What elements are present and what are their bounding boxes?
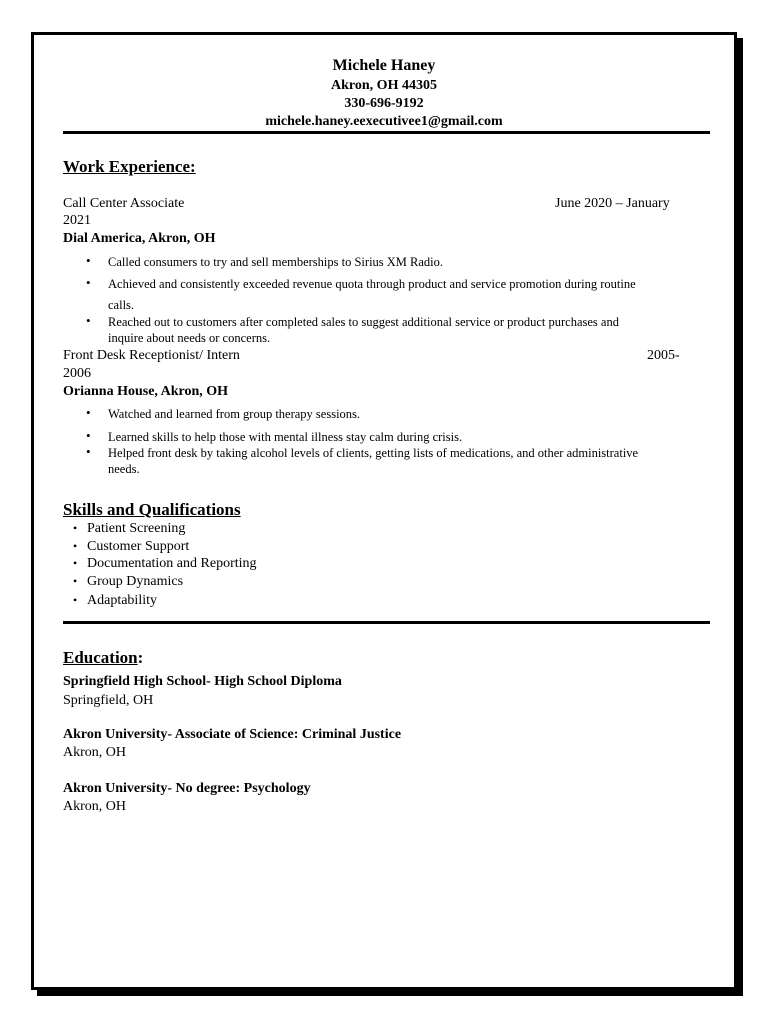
job-company: Orianna House, Akron, OH [63, 384, 229, 399]
education-school: Akron University- Associate of Science: Criminal Justice [63, 727, 402, 742]
bullet-icon: • [86, 313, 91, 328]
job-dates: June 2020 – January [555, 196, 670, 211]
skill-item: Patient Screening [87, 521, 186, 536]
job-company: Dial America, Akron, OH [63, 231, 216, 246]
skill-item: Documentation and Reporting [87, 556, 257, 571]
bullet-icon: • [86, 428, 91, 443]
bullet-icon: • [86, 444, 91, 459]
job-bullet-continued: inquire about needs or concerns. [108, 331, 271, 345]
skill-item: Adaptability [87, 593, 157, 608]
job-bullet: Learned skills to help those with mental illness stay calm during crisis. [108, 430, 463, 444]
bullet-icon: • [86, 253, 91, 268]
header-divider [63, 131, 710, 134]
bullet-icon: • [73, 539, 78, 553]
bullet-icon: • [86, 275, 91, 290]
education-heading-line [63, 648, 143, 668]
education-heading: Education [63, 648, 138, 667]
skill-item: Group Dynamics [87, 574, 184, 589]
job-dates-continued: 2006 [63, 366, 91, 381]
education-heading-colon: : [137, 648, 144, 667]
job-bullet: Called consumers to try and sell memberships to Sirius XM Radio. [108, 255, 444, 269]
bullet-icon: • [73, 521, 78, 535]
job-title: Front Desk Receptionist/ Intern [63, 348, 240, 363]
job-dates: 2005- [647, 348, 680, 363]
education-location: Akron, OH [63, 745, 126, 760]
job-bullet: Helped front desk by taking alcohol levels of clients, getting lists of medications, and other administrative [108, 446, 639, 460]
job-bullet-continued: needs. [108, 462, 140, 476]
candidate-name: Michele Haney [332, 57, 436, 74]
work-experience-heading: Work Experience: [63, 157, 196, 176]
bullet-icon: • [73, 593, 78, 607]
education-location: Springfield, OH [63, 693, 154, 708]
candidate-email: michele.haney.eexecutivee1@gmail.com [265, 114, 503, 129]
job-dates-continued: 2021 [63, 213, 91, 228]
bullet-icon: • [73, 556, 78, 570]
job-bullet: Reached out to customers after completed sales to suggest additional service or product purchases and [108, 315, 619, 329]
job-title: Call Center Associate [63, 196, 185, 211]
job-bullet: Watched and learned from group therapy sessions. [108, 407, 361, 421]
candidate-phone: 330-696-9192 [344, 96, 424, 111]
job-bullet-continued: calls. [108, 298, 135, 312]
skill-item: Customer Support [87, 539, 190, 554]
bullet-icon: • [73, 574, 78, 588]
education-school: Akron University- No degree: Psychology [63, 781, 311, 796]
skills-divider [63, 621, 710, 624]
skills-heading: Skills and Qualifications [63, 500, 241, 519]
education-school: Springfield High School- High School Diploma [63, 674, 342, 689]
education-location: Akron, OH [63, 799, 126, 814]
job-bullet: Achieved and consistently exceeded revenue quota through product and service promotion during routine [108, 277, 636, 291]
bullet-icon: • [86, 405, 91, 420]
candidate-location: Akron, OH 44305 [331, 78, 437, 93]
